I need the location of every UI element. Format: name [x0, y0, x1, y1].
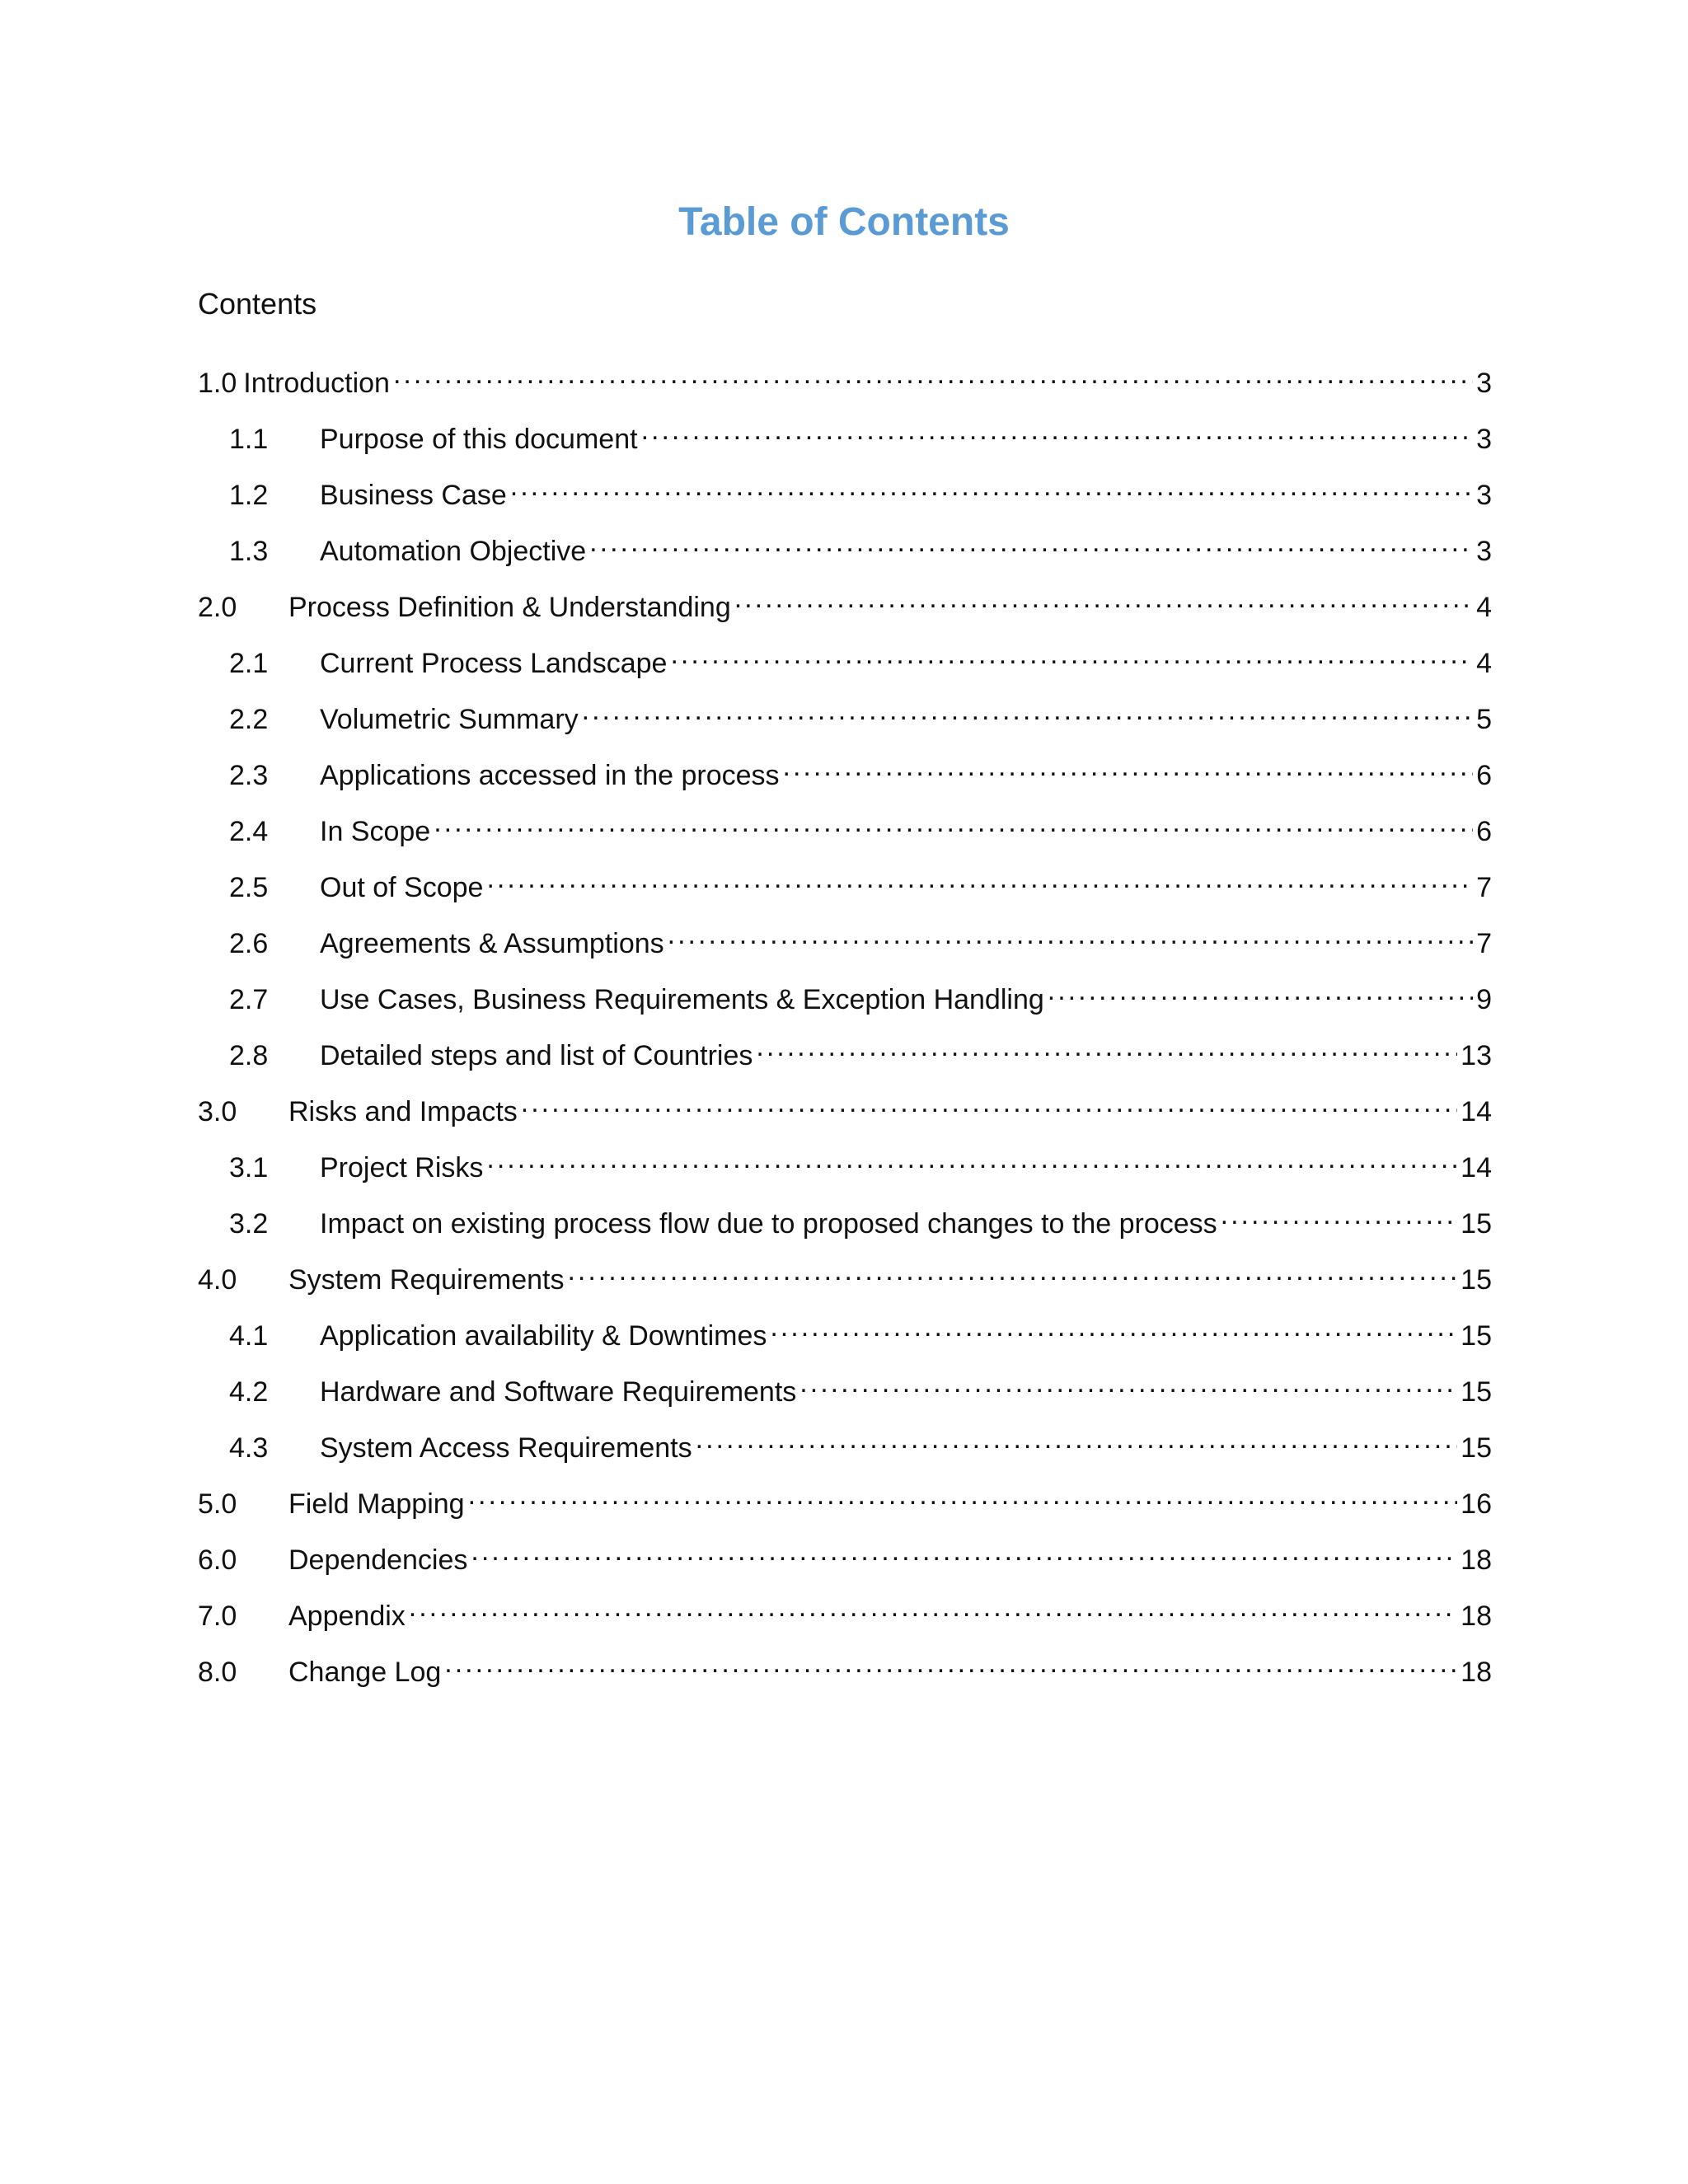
- toc-dot-leader: [734, 580, 1473, 616]
- toc-entry[interactable]: [198, 748, 1492, 804]
- toc-entry-title[interactable]: Field Mapping: [288, 1488, 465, 1520]
- toc-entry-page-number: 15: [1461, 1320, 1492, 1352]
- toc-entry-page-number: 18: [1461, 1544, 1492, 1576]
- toc-entry-title[interactable]: Purpose of this document: [320, 424, 638, 455]
- toc-entry-page-number: 5: [1476, 704, 1492, 735]
- toc-entry-number: 3.2: [229, 1208, 269, 1240]
- toc-entry-title[interactable]: Out of Scope: [320, 872, 484, 903]
- toc-entry[interactable]: [198, 1197, 1492, 1253]
- toc-dot-leader: [582, 692, 1473, 729]
- toc-entry[interactable]: [198, 1253, 1492, 1309]
- toc-entry-number: 3.0: [198, 1096, 237, 1127]
- toc-entry-number: 6.0: [198, 1544, 237, 1576]
- toc-entry-page-number: 3: [1476, 480, 1492, 511]
- toc-entry-page-number: 16: [1461, 1488, 1492, 1520]
- toc-entry-number: 2.3: [229, 760, 269, 791]
- toc-entry-number: 2.5: [229, 872, 269, 903]
- toc-entry-number: 2.6: [229, 928, 269, 959]
- toc-entry-title[interactable]: System Requirements: [288, 1264, 565, 1296]
- toc-dot-leader: [1048, 972, 1473, 1009]
- toc-entry-title[interactable]: Volumetric Summary: [320, 704, 579, 735]
- toc-entry-number: 8.0: [198, 1657, 237, 1688]
- toc-entry-page-number: 4: [1476, 648, 1492, 679]
- toc-entry-title[interactable]: Risks and Impacts: [288, 1096, 518, 1127]
- toc-entry-number: 2.0: [198, 592, 237, 623]
- toc-entry-page-number: 13: [1461, 1040, 1492, 1071]
- toc-entry-page-number: 9: [1476, 984, 1492, 1015]
- toc-entry-title[interactable]: In Scope: [320, 816, 431, 847]
- toc-entry-page-number: 15: [1461, 1376, 1492, 1408]
- toc-entry-page-number: 18: [1461, 1657, 1492, 1688]
- toc-entry[interactable]: [198, 1477, 1492, 1533]
- toc-entry-title[interactable]: Use Cases, Business Requirements & Exception Handling: [320, 984, 1044, 1015]
- toc-entry-title[interactable]: Hardware and Software Requirements: [320, 1376, 797, 1408]
- toc-dot-leader: [567, 1253, 1457, 1289]
- toc-dot-leader: [471, 1533, 1457, 1569]
- toc-dot-leader: [510, 468, 1473, 504]
- toc-entry[interactable]: [198, 1365, 1492, 1421]
- toc-entry-title[interactable]: Dependencies: [288, 1544, 468, 1576]
- contents-heading: Contents: [198, 287, 317, 321]
- toc-entry-title[interactable]: Business Case: [320, 480, 507, 511]
- toc-entry-number: 4.3: [229, 1432, 269, 1464]
- toc-entry-title[interactable]: Application availability & Downtimes: [320, 1320, 767, 1352]
- toc-dot-leader: [756, 1029, 1457, 1065]
- toc-dot-leader: [393, 356, 1473, 392]
- toc-entry-title[interactable]: Agreements & Assumptions: [320, 928, 664, 959]
- toc-dot-leader: [783, 748, 1474, 785]
- toc-dot-leader: [486, 1141, 1457, 1177]
- toc-dot-leader: [641, 412, 1474, 448]
- toc-entry[interactable]: [198, 468, 1492, 524]
- toc-entry[interactable]: [198, 1309, 1492, 1365]
- toc-entry-number: 1.3: [229, 536, 269, 567]
- toc-entry[interactable]: [198, 1141, 1492, 1197]
- toc-entry[interactable]: [198, 412, 1492, 468]
- toc-entry-number: 1.1: [229, 424, 269, 455]
- toc-entry-page-number: 15: [1461, 1432, 1492, 1464]
- toc-entry-page-number: 14: [1461, 1152, 1492, 1183]
- toc-entry-page-number: 3: [1476, 424, 1492, 455]
- toc-entry-title[interactable]: Introduction: [243, 368, 390, 399]
- toc-entry-title[interactable]: Applications accessed in the process: [320, 760, 780, 791]
- toc-entry-number: 4.0: [198, 1264, 237, 1296]
- toc-dot-leader: [521, 1085, 1457, 1121]
- toc-entry-title[interactable]: Change Log: [288, 1657, 442, 1688]
- toc-entry[interactable]: [198, 692, 1492, 748]
- toc-entry-number: 7.0: [198, 1601, 237, 1632]
- toc-entry-number: 2.8: [229, 1040, 269, 1071]
- toc-dot-leader: [770, 1309, 1457, 1345]
- toc-entry-page-number: 3: [1476, 536, 1492, 567]
- toc-dot-leader: [486, 860, 1473, 897]
- toc-entry-number: 1.2: [229, 480, 269, 511]
- toc-entry-number: 2.2: [229, 704, 269, 735]
- toc-dot-leader: [409, 1589, 1457, 1625]
- toc-entry[interactable]: [198, 580, 1492, 636]
- toc-entry[interactable]: [198, 804, 1492, 860]
- toc-entry-title[interactable]: Current Process Landscape: [320, 648, 668, 679]
- toc-entry[interactable]: [198, 1029, 1492, 1085]
- toc-list: [198, 356, 1492, 1701]
- toc-entry-number: 2.1: [229, 648, 269, 679]
- toc-dot-leader: [1221, 1197, 1458, 1233]
- toc-entry-page-number: 3: [1476, 368, 1492, 399]
- toc-entry-number: 4.1: [229, 1320, 269, 1352]
- toc-entry-number: 2.4: [229, 816, 269, 847]
- toc-entry-title[interactable]: Process Definition & Understanding: [288, 592, 731, 623]
- toc-entry[interactable]: [198, 1533, 1492, 1589]
- toc-entry-title[interactable]: Project Risks: [320, 1152, 484, 1183]
- toc-entry[interactable]: [198, 1645, 1492, 1701]
- toc-entry-title[interactable]: Detailed steps and list of Countries: [320, 1040, 753, 1071]
- toc-dot-leader: [589, 524, 1473, 560]
- toc-dot-leader: [696, 1421, 1458, 1457]
- toc-entry-title[interactable]: Appendix: [288, 1601, 406, 1632]
- toc-dot-leader: [444, 1645, 1457, 1681]
- toc-entry[interactable]: [198, 1589, 1492, 1645]
- toc-entry[interactable]: [198, 972, 1492, 1029]
- toc-dot-leader: [799, 1365, 1457, 1401]
- toc-entry-page-number: 15: [1461, 1208, 1492, 1240]
- toc-dot-leader: [468, 1477, 1458, 1513]
- toc-entry-title[interactable]: System Access Requirements: [320, 1432, 692, 1464]
- toc-dot-leader: [668, 916, 1473, 953]
- toc-entry-page-number: 4: [1476, 592, 1492, 623]
- toc-entry[interactable]: [198, 1085, 1492, 1141]
- page-title: Table of Contents: [678, 200, 1010, 244]
- toc-entry[interactable]: [198, 524, 1492, 580]
- toc-entry-title[interactable]: Impact on existing process flow due to proposed changes to the process: [320, 1208, 1217, 1240]
- toc-entry-number: 2.7: [229, 984, 269, 1015]
- toc-dot-leader: [670, 636, 1473, 673]
- toc-entry-page-number: 7: [1476, 928, 1492, 959]
- toc-entry-number: 4.2: [229, 1376, 269, 1408]
- toc-entry[interactable]: [198, 860, 1492, 916]
- toc-entry-page-number: 15: [1461, 1264, 1492, 1296]
- toc-entry[interactable]: [198, 356, 1492, 412]
- toc-entry-page-number: 6: [1476, 816, 1492, 847]
- toc-entry[interactable]: [198, 1421, 1492, 1477]
- toc-entry-title[interactable]: Automation Objective: [320, 536, 587, 567]
- toc-entry[interactable]: [198, 636, 1492, 692]
- toc-entry-page-number: 18: [1461, 1601, 1492, 1632]
- toc-entry-number: 1.0: [198, 368, 237, 399]
- toc-entry-page-number: 6: [1476, 760, 1492, 791]
- toc-entry-number: 5.0: [198, 1488, 237, 1520]
- toc-entry-number: 3.1: [229, 1152, 269, 1183]
- toc-entry[interactable]: [198, 916, 1492, 972]
- toc-dot-leader: [434, 804, 1473, 841]
- toc-entry-page-number: 7: [1476, 872, 1492, 903]
- toc-entry-page-number: 14: [1461, 1096, 1492, 1127]
